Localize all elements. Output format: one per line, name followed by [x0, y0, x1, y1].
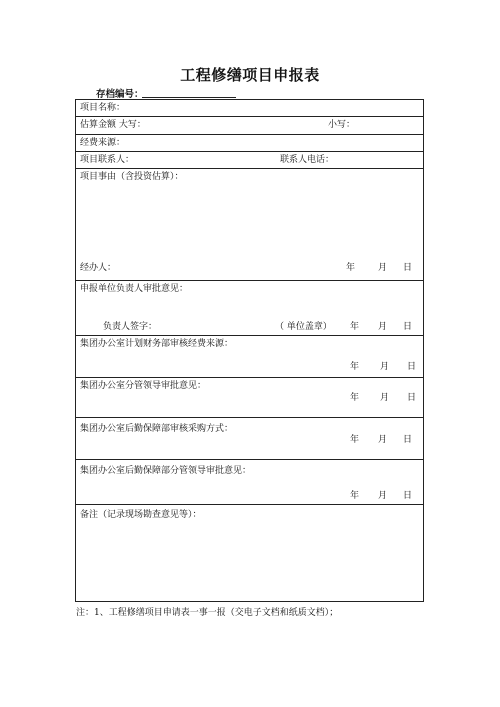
estimate-upper-label: 估算金额 大写：: [80, 120, 146, 130]
date-day: 日: [403, 322, 413, 332]
finance-label: 集团办公室计划财务部审核经费来源：: [80, 339, 234, 349]
signer-label: 负责人签字：: [103, 322, 158, 332]
date-year: 年: [350, 362, 360, 372]
dept-opinion-label: 申报单位负责人审批意见：: [80, 284, 189, 294]
estimate-lower-label: 小写：: [328, 120, 356, 130]
date-year: 年: [350, 393, 360, 403]
date-year: 年: [346, 263, 356, 273]
leader2-label: 集团办公室后勤保障部分管领导审批意见：: [80, 466, 252, 476]
funding-label: 经费来源：: [80, 138, 126, 148]
purchase-row[interactable]: [76, 418, 423, 460]
date-month: 月: [378, 491, 388, 501]
date-day: 日: [407, 393, 417, 403]
remarks-label: 备注（记录现场勘查意见等）：: [80, 510, 202, 520]
date-day: 日: [403, 491, 413, 501]
date-month: 月: [380, 362, 390, 372]
date-month: 月: [378, 263, 388, 273]
contact-person-label: 项目联系人：: [80, 155, 135, 165]
date-day: 日: [407, 362, 417, 372]
date-year: 年: [350, 491, 360, 501]
remarks-row[interactable]: [76, 505, 423, 601]
seal-label: （ 单位盖章）: [275, 322, 332, 332]
reason-label: 项目事由（含投资估算）：: [80, 172, 184, 182]
date-day: 日: [403, 263, 413, 273]
application-form: [75, 99, 424, 602]
leader1-label: 集团办公室分管领导审批意见：: [80, 381, 207, 391]
date-month: 月: [378, 322, 388, 332]
estimate-row[interactable]: [76, 117, 423, 135]
date-month: 月: [380, 393, 390, 403]
date-year: 年: [350, 435, 360, 445]
page-title: 工程修缮项目申报表: [180, 66, 320, 84]
date-day: 日: [403, 435, 413, 445]
handler-label: 经办人：: [80, 263, 117, 273]
footnote: 注：1、工程修缮项目申请表一事一报（交电子文档和纸质文档）；: [76, 608, 339, 618]
dept-opinion-row[interactable]: [76, 281, 423, 336]
finance-row[interactable]: [76, 336, 423, 378]
archive-number-field[interactable]: [142, 97, 236, 98]
leader1-row[interactable]: [76, 378, 423, 418]
contact-phone-label: 联系人电话：: [280, 155, 335, 165]
date-month: 月: [378, 435, 388, 445]
date-year: 年: [350, 322, 360, 332]
project-name-label: 项目名称：: [80, 103, 126, 113]
funding-row[interactable]: [76, 135, 423, 152]
reason-row[interactable]: [76, 169, 423, 281]
contact-row[interactable]: [76, 152, 423, 169]
purchase-label: 集团办公室后勤保障部审核采购方式：: [80, 424, 234, 434]
archive-number-label: 存档编号：: [96, 89, 144, 100]
project-name-row[interactable]: [76, 100, 423, 117]
leader2-row[interactable]: [76, 460, 423, 505]
